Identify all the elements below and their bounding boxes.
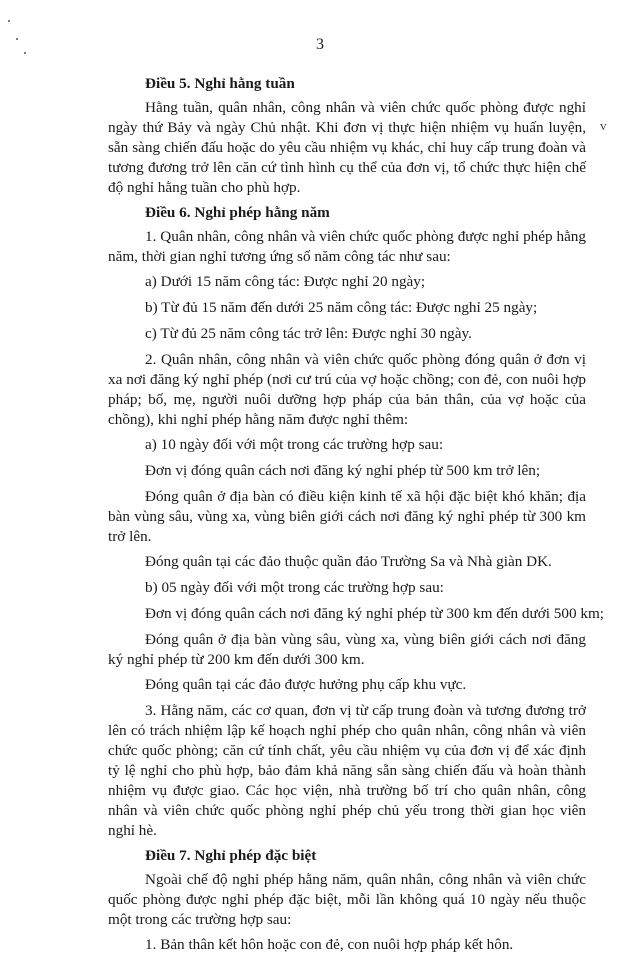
list-line: Đóng quân tại các đảo thuộc quần đảo Trường Sa và Nhà giàn DK. [145, 553, 552, 570]
paragraph: Đóng quân ở địa bàn có điều kiện kinh tế xã hội đặc biệt khó khăn; địa bàn vùng sâu, vùng xa, vùng biên giới cách nơi đăng ký nghỉ phép từ 300 km trở lên. [108, 488, 586, 545]
paragraph: Hằng tuần, quân nhân, công nhân và viên chức quốc phòng được nghỉ ngày thứ Bảy và ngày Chủ nhật. Khi đơn vị thực hiện nhiệm vụ huấn luyện, sẵn sàng chiến đấu hoặc do yêu cầu nhiệm vụ khác, chỉ huy cấp trung đoàn và tương đương trở lên căn cứ tình hình cụ thể của đơn vị, tổ chức thực hiện chế độ nghỉ hằng tuần cho phù hợp. [108, 99, 586, 196]
list-line: b) 05 ngày đối với một trong các trường hợp sau: [145, 579, 444, 596]
scan-speck [8, 20, 10, 22]
paragraph: Ngoài chế độ nghỉ phép hằng năm, quân nhân, công nhân và viên chức quốc phòng được nghỉ phép đặc biệt, mỗi lần không quá 10 ngày nếu thuộc một trong các trường hợp sau: [108, 871, 586, 928]
list-line: Đóng quân tại các đảo được hưởng phụ cấp khu vực. [145, 676, 467, 693]
list-line: Đơn vị đóng quân cách nơi đăng ký nghỉ phép từ 300 km đến dưới 500 km; [145, 605, 604, 622]
list-line: c) Từ đủ 25 năm công tác trở lên: Được nghỉ 30 ngày. [145, 325, 472, 342]
page-number: 3 [316, 36, 324, 53]
list-line: a) Dưới 15 năm công tác: Được nghỉ 20 ngày; [145, 273, 426, 290]
article-heading: Điều 5. Nghỉ hằng tuần [145, 75, 295, 92]
paragraph: 1. Quân nhân, công nhân và viên chức quốc phòng được nghỉ phép hằng năm, thời gian nghỉ tương ứng số năm công tác như sau: [108, 228, 586, 265]
article-heading: Điều 6. Nghỉ phép hằng năm [145, 204, 330, 221]
document-body [108, 74, 604, 961]
list-line: a) 10 ngày đối với một trong các trường hợp sau: [145, 436, 444, 453]
paragraph: 3. Hằng năm, các cơ quan, đơn vị từ cấp trung đoàn và tương đương trở lên có trách nhiệm lập kế hoạch nghỉ phép cho quân nhân, công nhân và viên chức quốc phòng; căn cứ tính chất, yêu cầu nhiệm vụ của đơn vị để xác định tỷ lệ nghỉ cho phù hợp, bảo đảm khả năng sẵn sàng chiến đấu và hoàn thành nhiệm vụ được giao. Các học viện, nhà trường bố trí cho quân nhân, công nhân và viên chức quốc phòng nghỉ phép chủ yếu trong thời gian học viên nghỉ hè. [108, 702, 586, 839]
margin-checkmark: v [600, 118, 607, 133]
paragraph: 2. Quân nhân, công nhân và viên chức quốc phòng đóng quân ở đơn vị xa nơi đăng ký nghỉ phép (nơi cư trú của vợ hoặc chồng; con đẻ, con nuôi hợp pháp; bố, mẹ, người nuôi dưỡng hợp pháp của bản thân, của vợ hoặc của chồng), khi nghỉ phép hằng năm được nghỉ thêm: [108, 351, 586, 428]
list-line: b) Từ đủ 15 năm đến dưới 25 năm công tác: Được nghỉ 25 ngày; [145, 299, 538, 316]
list-line: 1. Bản thân kết hôn hoặc con đẻ, con nuôi hợp pháp kết hôn. [145, 936, 514, 953]
paragraph: Đóng quân ở địa bàn vùng sâu, vùng xa, vùng biên giới cách nơi đăng ký nghỉ phép từ 200 km đến dưới 300 km. [108, 631, 586, 668]
article-heading: Điều 7. Nghỉ phép đặc biệt [145, 847, 317, 864]
list-line: Đơn vị đóng quân cách nơi đăng ký nghỉ phép từ 500 km trở lên; [145, 462, 541, 479]
